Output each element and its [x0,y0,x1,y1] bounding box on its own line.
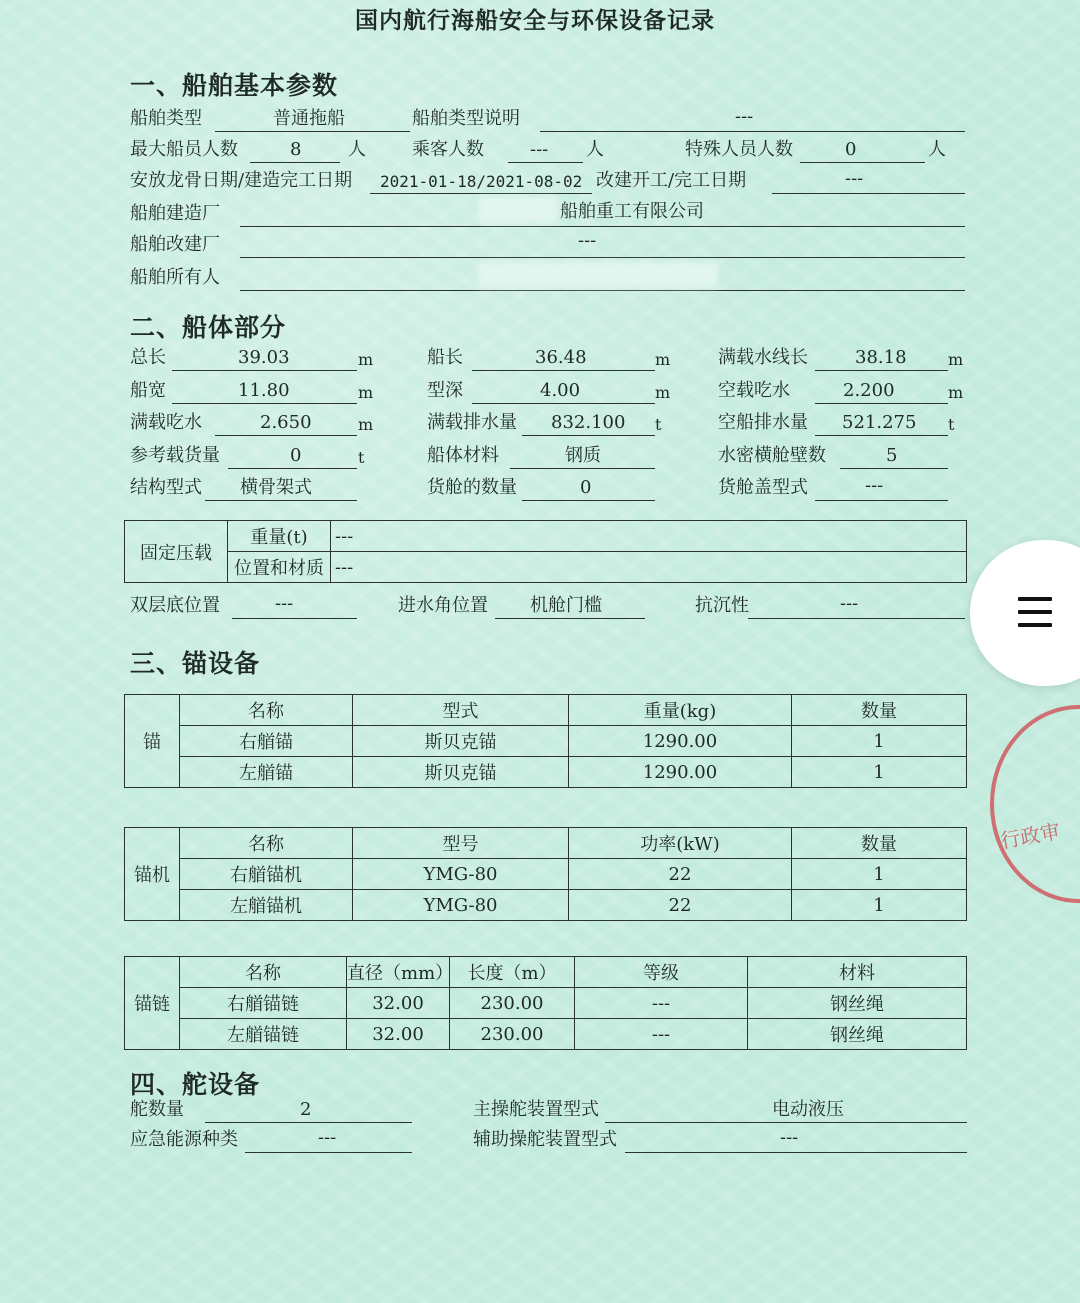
table-cell: 1290.00 [569,757,792,788]
light-disp-label: 空船排水量 [718,412,808,433]
loa-value: 39.03 [238,347,290,368]
table-cell: 斯贝克锚 [353,757,569,788]
table-cell: 32.00 [347,988,450,1019]
ref-cargo-label: 参考载货量 [130,445,220,466]
ballast-weight-label: 重量(t) [228,521,331,552]
table-row [125,890,967,921]
table-cell: 左艏锚 [180,757,353,788]
builder-value: 船舶重工有限公司 [560,201,704,222]
anchor-group-label: 锚 [125,695,180,788]
unit-m: m [655,383,671,402]
table-header: 材料 [748,957,967,988]
section-heading-basic: 一、船舶基本参数 [130,71,339,100]
unit-t: t [655,415,662,434]
rebuild-value: --- [845,168,864,189]
table-cell: 1290.00 [569,726,792,757]
unit-m: m [948,350,964,369]
hatch-label: 货舱盖型式 [718,477,808,498]
table-cell: 32.00 [347,1019,450,1050]
table-cell: 左艏锚机 [180,890,353,921]
section-heading-anchor: 三、锚设备 [130,649,261,678]
table-cell: 1 [792,859,967,890]
structure-label: 结构型式 [130,477,202,498]
unit-m: m [358,415,374,434]
main-steer-label: 主操舵装置型式 [473,1099,599,1120]
chain-group-label: 锚链 [125,957,180,1050]
table-cell: 右艏锚 [180,726,353,757]
light-disp-value: 521.275 [842,412,917,433]
table-header: 型号 [353,828,569,859]
ballast-table [124,520,967,583]
unit-person: 人 [586,139,604,160]
emergency-value: --- [318,1127,337,1148]
aux-steer-label: 辅助操舵装置型式 [473,1129,617,1150]
unsinkable-label: 抗沉性 [695,595,749,616]
ballast-label: 固定压载 [125,521,228,583]
double-bottom-label: 双层底位置 [130,595,220,616]
ref-cargo-value: 0 [290,445,302,466]
anchor-table [124,694,967,788]
unit-person: 人 [928,139,946,160]
full-draft-value: 2.650 [260,412,312,433]
unit-person: 人 [348,139,366,160]
rebuild-label: 改建开工/完工日期 [596,170,747,191]
bulkheads-value: 5 [886,445,898,466]
depth-label: 型深 [427,380,463,401]
table-header: 重量(kg) [569,695,792,726]
table-header: 名称 [180,957,347,988]
table-header: 直径（mm） [347,957,450,988]
special-label: 特殊人员人数 [685,139,793,160]
table-row [125,988,967,1019]
lwl-value: 38.18 [855,347,907,368]
table-header: 名称 [180,828,353,859]
passengers-value: --- [530,139,549,160]
table-header: 长度（m） [450,957,575,988]
seal-text: 行政审 [998,818,1062,854]
table-header: 名称 [180,695,353,726]
table-cell: 左艏锚链 [180,1019,347,1050]
chain-table [124,956,967,1050]
table-cell: 1 [792,757,967,788]
table-cell: 230.00 [450,988,575,1019]
table-cell: 右艏锚机 [180,859,353,890]
table-cell: 1 [792,726,967,757]
section-heading-hull: 二、船体部分 [130,313,287,342]
main-steer-value: 电动液压 [772,1099,844,1120]
holds-label: 货舱的数量 [427,477,517,498]
section-heading-rudder: 四、舵设备 [130,1070,261,1099]
table-cell: 斯贝克锚 [353,726,569,757]
table-row [125,757,967,788]
light-draft-value: 2.200 [843,380,895,401]
lbp-value: 36.48 [535,347,587,368]
flood-label: 进水角位置 [398,595,488,616]
passengers-label: 乘客人数 [412,139,484,160]
table-cell: 1 [792,890,967,921]
table-header: 等级 [575,957,748,988]
table-header: 功率(kW) [569,828,792,859]
full-disp-label: 满载排水量 [427,412,517,433]
hull-material-value: 钢质 [565,445,601,466]
ballast-weight-value: --- [331,521,967,552]
table-header: 型式 [353,695,569,726]
bulkheads-label: 水密横舱壁数 [718,445,826,466]
table-row [125,859,967,890]
owner-label: 船舶所有人 [130,267,220,288]
table-row [125,1019,967,1050]
structure-value: 横骨架式 [240,477,312,498]
hatch-value: --- [865,475,884,496]
ship-type-desc-value: --- [735,106,754,127]
hamburger-icon[interactable] [1018,597,1052,627]
rebuilder-label: 船舶改建厂 [130,234,220,255]
table-cell: YMG-80 [353,859,569,890]
lwl-label: 满载水线长 [718,347,808,368]
unit-m: m [948,383,964,402]
ballast-position-value: --- [331,552,967,583]
ship-type-label: 船舶类型 [130,108,202,129]
max-crew-value: 8 [290,139,302,160]
table-cell: 22 [569,890,792,921]
table-cell: --- [575,1019,748,1050]
full-disp-value: 832.100 [551,412,626,433]
max-crew-label: 最大船员人数 [130,139,238,160]
table-cell: --- [575,988,748,1019]
flood-value: 机舱门槛 [530,595,602,616]
unit-t: t [948,415,955,434]
table-cell: YMG-80 [353,890,569,921]
keel-label: 安放龙骨日期/建造完工日期 [130,170,353,191]
light-draft-label: 空载吃水 [718,380,790,401]
page-title: 国内航行海船安全与环保设备记录 [355,7,715,34]
unsinkable-value: --- [840,593,859,614]
table-header: 数量 [792,828,967,859]
rudder-count-label: 舵数量 [130,1099,184,1120]
table-cell: 22 [569,859,792,890]
table-cell: 钢丝绳 [748,988,967,1019]
ballast-position-label: 位置和材质 [228,552,331,583]
double-bottom-value: --- [275,593,294,614]
table-cell: 右艏锚链 [180,988,347,1019]
unit-t: t [358,448,365,467]
ship-type-value: 普通拖船 [273,108,345,129]
table-cell: 钢丝绳 [748,1019,967,1050]
unit-m: m [358,350,374,369]
full-draft-label: 满载吃水 [130,412,202,433]
aux-steer-value: --- [780,1127,799,1148]
table-row [125,726,967,757]
holds-value: 0 [580,477,592,498]
loa-label: 总长 [130,347,166,368]
special-value: 0 [845,139,857,160]
ship-type-desc-label: 船舶类型说明 [412,108,520,129]
table-cell: 230.00 [450,1019,575,1050]
lbp-label: 船长 [427,347,463,368]
keel-date: 2021-01-18/2021-08-02 [380,172,583,191]
beam-label: 船宽 [130,380,166,401]
rebuilder-value: --- [578,230,597,251]
unit-m: m [358,383,374,402]
emergency-label: 应急能源种类 [130,1129,238,1150]
hull-material-label: 船体材料 [427,445,499,466]
unit-m: m [655,350,671,369]
table-header: 数量 [792,695,967,726]
windlass-table [124,827,967,921]
windlass-group-label: 锚机 [125,828,180,921]
builder-label: 船舶建造厂 [130,203,220,224]
beam-value: 11.80 [238,380,290,401]
rudder-count-value: 2 [300,1099,312,1120]
depth-value: 4.00 [540,380,581,401]
